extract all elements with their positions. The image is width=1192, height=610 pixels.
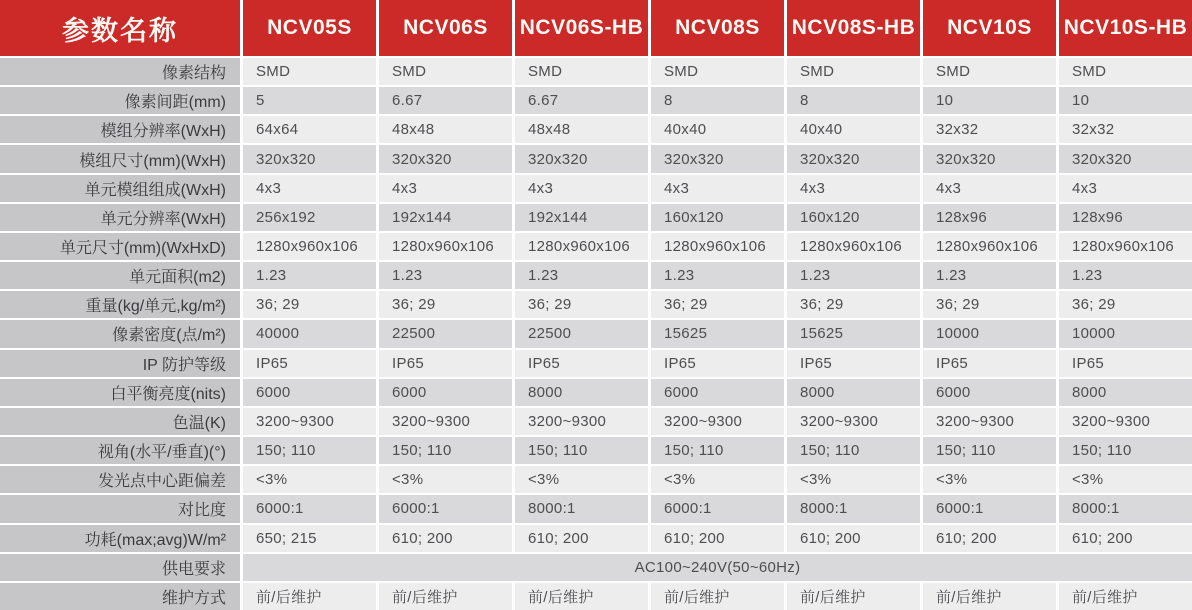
spec-value-cell: 前/后维护 <box>787 583 920 610</box>
row-label: 维护方式 <box>0 583 240 610</box>
spec-value-cell-merged: AC100~240V(50~60Hz) <box>243 554 1192 581</box>
spec-value-cell: 320x320 <box>1059 145 1192 172</box>
spec-value-cell: <3% <box>379 466 512 493</box>
spec-value-cell: 4x3 <box>379 175 512 202</box>
spec-value-cell: 8000:1 <box>1059 495 1192 522</box>
spec-value-cell: <3% <box>515 466 648 493</box>
row-label: 色温(K) <box>0 408 240 435</box>
row-label: 像素结构 <box>0 58 240 85</box>
spec-value-cell: 160x120 <box>787 204 920 231</box>
model-column-header: NCV08S <box>651 0 784 56</box>
spec-value-cell: 150; 110 <box>651 437 784 464</box>
spec-value-cell: 192x144 <box>515 204 648 231</box>
spec-value-cell: 22500 <box>515 320 648 347</box>
spec-value-cell: 3200~9300 <box>515 408 648 435</box>
row-label: 白平衡亮度(nits) <box>0 379 240 406</box>
spec-value-cell: 6000:1 <box>243 495 376 522</box>
spec-value-cell: 10 <box>1059 87 1192 114</box>
spec-value-cell: 10000 <box>923 320 1056 347</box>
spec-value-cell: 8000 <box>1059 379 1192 406</box>
spec-value-cell: 1280x960x106 <box>379 233 512 260</box>
spec-value-cell: 320x320 <box>515 145 648 172</box>
spec-value-cell: 3200~9300 <box>651 408 784 435</box>
spec-value-cell: 128x96 <box>923 204 1056 231</box>
spec-value-cell: 650; 215 <box>243 525 376 552</box>
spec-value-cell: 1280x960x106 <box>243 233 376 260</box>
row-label: 单元面积(m2) <box>0 262 240 289</box>
spec-value-cell: 150; 110 <box>923 437 1056 464</box>
spec-value-cell: SMD <box>651 58 784 85</box>
spec-value-cell: 320x320 <box>923 145 1056 172</box>
spec-value-cell: IP65 <box>923 350 1056 377</box>
spec-value-cell: SMD <box>923 58 1056 85</box>
spec-value-cell: 150; 110 <box>379 437 512 464</box>
model-column-header: NCV08S-HB <box>787 0 920 56</box>
spec-value-cell: <3% <box>1059 466 1192 493</box>
spec-value-cell: SMD <box>1059 58 1192 85</box>
spec-value-cell: 1.23 <box>651 262 784 289</box>
spec-value-cell: IP65 <box>515 350 648 377</box>
spec-value-cell: 1.23 <box>515 262 648 289</box>
spec-value-cell: 8000 <box>787 379 920 406</box>
spec-value-cell: 前/后维护 <box>243 583 376 610</box>
spec-value-cell: 1.23 <box>787 262 920 289</box>
spec-value-cell: SMD <box>515 58 648 85</box>
spec-value-cell: 6000 <box>379 379 512 406</box>
spec-value-cell: 8000:1 <box>787 495 920 522</box>
spec-value-cell: 4x3 <box>651 175 784 202</box>
spec-value-cell: 前/后维护 <box>515 583 648 610</box>
row-label: 重量(kg/单元,kg/m²) <box>0 291 240 318</box>
model-column-header: NCV10S <box>923 0 1056 56</box>
spec-value-cell: 1280x960x106 <box>651 233 784 260</box>
spec-value-cell: 6000:1 <box>923 495 1056 522</box>
spec-value-cell: 320x320 <box>379 145 512 172</box>
spec-value-cell: 1280x960x106 <box>515 233 648 260</box>
model-column-header: NCV10S-HB <box>1059 0 1192 56</box>
spec-value-cell: 15625 <box>787 320 920 347</box>
spec-value-cell: 256x192 <box>243 204 376 231</box>
spec-value-cell: 610; 200 <box>1059 525 1192 552</box>
spec-value-cell: 610; 200 <box>787 525 920 552</box>
spec-value-cell: 48x48 <box>379 116 512 143</box>
row-label: 功耗(max;avg)W/m² <box>0 525 240 552</box>
spec-value-cell: 40000 <box>243 320 376 347</box>
spec-value-cell: 前/后维护 <box>923 583 1056 610</box>
spec-value-cell: 1280x960x106 <box>1059 233 1192 260</box>
spec-value-cell: 10 <box>923 87 1056 114</box>
spec-value-cell: 4x3 <box>923 175 1056 202</box>
spec-value-cell: 8000 <box>515 379 648 406</box>
row-label: 模组尺寸(mm)(WxH) <box>0 145 240 172</box>
spec-value-cell: 1280x960x106 <box>787 233 920 260</box>
spec-value-cell: SMD <box>787 58 920 85</box>
spec-value-cell: 前/后维护 <box>379 583 512 610</box>
spec-value-cell: 320x320 <box>243 145 376 172</box>
spec-value-cell: 36; 29 <box>515 291 648 318</box>
spec-value-cell: 192x144 <box>379 204 512 231</box>
spec-value-cell: 150; 110 <box>243 437 376 464</box>
spec-value-cell: 150; 110 <box>515 437 648 464</box>
spec-value-cell: 8 <box>787 87 920 114</box>
spec-value-cell: 1.23 <box>243 262 376 289</box>
spec-value-cell: IP65 <box>243 350 376 377</box>
spec-value-cell: 128x96 <box>1059 204 1192 231</box>
spec-value-cell: 3200~9300 <box>379 408 512 435</box>
row-label: 单元分辨率(WxH) <box>0 204 240 231</box>
spec-value-cell: 6000 <box>243 379 376 406</box>
spec-value-cell: 6.67 <box>515 87 648 114</box>
row-label: 像素间距(mm) <box>0 87 240 114</box>
spec-value-cell: 36; 29 <box>787 291 920 318</box>
spec-value-cell: 36; 29 <box>379 291 512 318</box>
spec-value-cell: 610; 200 <box>923 525 1056 552</box>
model-column-header: NCV06S <box>379 0 512 56</box>
spec-value-cell: IP65 <box>1059 350 1192 377</box>
spec-value-cell: 3200~9300 <box>923 408 1056 435</box>
spec-value-cell: 36; 29 <box>1059 291 1192 318</box>
model-column-header: NCV05S <box>243 0 376 56</box>
spec-value-cell: 36; 29 <box>923 291 1056 318</box>
spec-value-cell: 36; 29 <box>651 291 784 318</box>
spec-value-cell: 150; 110 <box>787 437 920 464</box>
spec-value-cell: 6.67 <box>379 87 512 114</box>
spec-value-cell: 4x3 <box>787 175 920 202</box>
spec-value-cell: 4x3 <box>243 175 376 202</box>
spec-value-cell: 32x32 <box>923 116 1056 143</box>
spec-value-cell: 3200~9300 <box>243 408 376 435</box>
spec-value-cell: 40x40 <box>651 116 784 143</box>
spec-value-cell: 4x3 <box>515 175 648 202</box>
row-label: 单元模组组成(WxH) <box>0 175 240 202</box>
spec-value-cell: 前/后维护 <box>1059 583 1192 610</box>
row-label: IP 防护等级 <box>0 350 240 377</box>
spec-value-cell: IP65 <box>787 350 920 377</box>
spec-value-cell: 610; 200 <box>515 525 648 552</box>
model-column-header: NCV06S-HB <box>515 0 648 56</box>
spec-value-cell: 3200~9300 <box>787 408 920 435</box>
spec-value-cell: 6000 <box>923 379 1056 406</box>
row-label: 视角(水平/垂直)(°) <box>0 437 240 464</box>
spec-value-cell: 4x3 <box>1059 175 1192 202</box>
row-label: 像素密度(点/m²) <box>0 320 240 347</box>
spec-value-cell: 320x320 <box>787 145 920 172</box>
spec-value-cell: 6000 <box>651 379 784 406</box>
spec-value-cell: 22500 <box>379 320 512 347</box>
spec-value-cell: 3200~9300 <box>1059 408 1192 435</box>
spec-value-cell: 6000:1 <box>379 495 512 522</box>
spec-value-cell: IP65 <box>379 350 512 377</box>
spec-value-cell: IP65 <box>651 350 784 377</box>
spec-value-cell: 1.23 <box>379 262 512 289</box>
row-label: 发光点中心距偏差 <box>0 466 240 493</box>
spec-value-cell: 5 <box>243 87 376 114</box>
spec-value-cell: 15625 <box>651 320 784 347</box>
spec-value-cell: 8000:1 <box>515 495 648 522</box>
row-label: 模组分辨率(WxH) <box>0 116 240 143</box>
spec-value-cell: 前/后维护 <box>651 583 784 610</box>
spec-value-cell: 48x48 <box>515 116 648 143</box>
spec-value-cell: 610; 200 <box>379 525 512 552</box>
spec-value-cell: 64x64 <box>243 116 376 143</box>
spec-value-cell: 1.23 <box>1059 262 1192 289</box>
spec-value-cell: 8 <box>651 87 784 114</box>
row-label: 对比度 <box>0 495 240 522</box>
spec-value-cell: <3% <box>923 466 1056 493</box>
spec-value-cell: 36; 29 <box>243 291 376 318</box>
spec-value-cell: 160x120 <box>651 204 784 231</box>
spec-value-cell: <3% <box>787 466 920 493</box>
spec-value-cell: SMD <box>243 58 376 85</box>
spec-value-cell: 6000:1 <box>651 495 784 522</box>
spec-value-cell: 1.23 <box>923 262 1056 289</box>
row-label: 供电要求 <box>0 554 240 581</box>
spec-value-cell: <3% <box>243 466 376 493</box>
param-column-header: 参数名称 <box>0 0 240 56</box>
spec-value-cell: SMD <box>379 58 512 85</box>
spec-value-cell: 40x40 <box>787 116 920 143</box>
spec-value-cell: 10000 <box>1059 320 1192 347</box>
spec-value-cell: 32x32 <box>1059 116 1192 143</box>
spec-value-cell: 1280x960x106 <box>923 233 1056 260</box>
spec-value-cell: 320x320 <box>651 145 784 172</box>
row-label: 单元尺寸(mm)(WxHxD) <box>0 233 240 260</box>
spec-value-cell: 150; 110 <box>1059 437 1192 464</box>
spec-value-cell: 610; 200 <box>651 525 784 552</box>
spec-value-cell: <3% <box>651 466 784 493</box>
